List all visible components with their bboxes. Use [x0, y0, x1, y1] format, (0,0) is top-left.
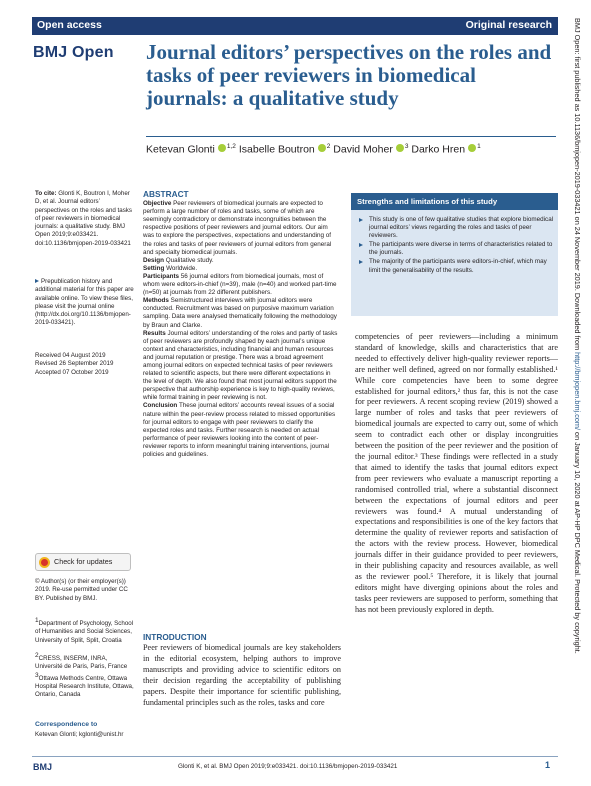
received-date: Received 04 August 2019 [35, 352, 106, 359]
prepub-text: Prepublication history and additional material for this paper are available online. To view these files, please visit the journal online (http://dx.doi.org/10.1136/bmjopen-2019-033421). [35, 278, 134, 327]
abstract-section: Conclusion These journal editors’ accounts reveal issues of a social nature within the peer-review process related to missed opportunities for journal editors to engage with peer reviewers to clarify the expected roles and tasks. Further research is needed on actual performance of peer reviewers looking into the content of peer-reviewer reports to inform meaningful training interventions, journal policies and guidelines. [143, 402, 336, 458]
abstract-section: Methods Semistructured interviews with journal editors were conducted. Recruitment was based on purposive maximum variation sampling. Data were analysed thematically following the methodology by Braun and Clarke. [143, 297, 337, 329]
check-updates-button[interactable] [35, 553, 131, 571]
affiliation-item: $^3$Ottawa Methods Centre, Ottawa Hospital Research Institute, Ottawa, Ontario, Canada [35, 671, 134, 699]
cite-text: Glonti K, Boutron I, Moher D, et al. Journal editors’ perspectives on the roles and tasks of peer reviewers in biomedical journals: a qualitative study. BMJ Open 2019;9:e033421. doi:10.1136/bmjopen-2019-033421 [35, 190, 132, 247]
affiliation-item: $^1$Department of Psychology, School of Humanities and Social Sciences, University of Split, Split, Croatia [35, 617, 134, 644]
check-updates-label: Check for updates [54, 557, 113, 566]
list-item: The majority of the participants were editors-in-chief, which may limit the generalisability of the results. [359, 258, 554, 274]
abstract-section: Results Journal editors’ understanding of the roles and partly of tasks of peer reviewers are profoundly shaped by each journal’s unique context and characteristics, including financial and human resources and journal reputation or prestige. There was a broad agreement among journal editors on expected technical tasks of peer reviewers related to scientific aspects, but there were different expectations in the level of depth. We also found that most journal editors support the perspective that authorship experience is key to high-quality reviews, while formal training in peer reviewing is not. [143, 329, 338, 402]
author-name: Ketevan Glonti [146, 143, 215, 156]
journal-brand: BMJ Open [33, 44, 114, 61]
cite-label: To cite: [35, 190, 57, 197]
arrow-bullet-icon [359, 260, 363, 264]
citation-block [35, 190, 135, 248]
vertical-download-note: BMJ Open: first published as 10.1136/bmjopen-2019-033421 on 24 November 2019. Downloaded from http://bmjopen.bmj.com/ on January 10, 2020 at AP-HP DPC Medical. Protected by copyright. [573, 18, 582, 654]
article-title: Journal editors’ perspectives on the roles and tasks of peer reviewers in biomedical journals: a qualitative study [146, 40, 552, 110]
list-item: The participants were diverse in terms of characteristics related to the journals. [359, 241, 554, 257]
revised-date: Revised 26 September 2019 [35, 360, 114, 368]
orcid-icon[interactable] [396, 144, 404, 152]
copyright-note: © Author(s) (or their employer(s)) 2019. Re-use permitted under CC BY. Published by BMJ. [35, 578, 128, 602]
author-affil-sup: 1 [477, 143, 481, 150]
crossmark-icon [39, 557, 50, 568]
title-divider [146, 136, 556, 137]
accepted-date: Accepted 07 October 2019 [35, 368, 109, 376]
arrow-bullet-icon [359, 243, 363, 247]
orcid-icon[interactable] [468, 144, 476, 152]
page-number: 1 [545, 760, 551, 770]
footer-citation: Glonti K, et al. BMJ Open 2019;9:e033421. doi:10.1136/bmjopen-2019-033421 [178, 763, 398, 770]
abstract-section: Setting Worldwide. [143, 264, 198, 272]
arrow-bullet-icon [35, 279, 39, 283]
author-affil-sup: 2 [326, 143, 331, 150]
arrow-bullet-icon [359, 218, 363, 222]
author-list [146, 143, 566, 156]
footer-brand: BMJ [33, 762, 53, 772]
journal-link[interactable]: http://bmjopen.bmj.com/ [573, 352, 582, 430]
open-access-label: Open access [37, 19, 102, 31]
author-name: Isabelle Boutron [238, 143, 315, 156]
correspondence-heading: Correspondence to [35, 721, 98, 728]
dates-block [35, 352, 135, 377]
affiliation-item: $^2$CRESS, INSERM, INRA, Université de Paris, Paris, France [35, 651, 128, 671]
abstract-heading: ABSTRACT [143, 189, 189, 199]
strengths-limitations-box [351, 193, 558, 316]
abstract [143, 190, 340, 459]
body-text-column: competencies of peer reviewers—including a minimum standard of knowledge, skills and characteristics that are needed to effectively deliver high-quality reviewer reports—are neither well defined, agreed on nor formally established.¹ While core competencies have been to some degree established for journal editors,² thus far, this is not the case for peer reviewers. A recent scoping review (2019) showed a large number of roles and tasks that peer reviewers of biomedical journals are expected to carry out, some of which seem to contradict each other or display incongruities between the position of the peer reviewer and the position of the journal editor.³ These findings were reflected in a study that aimed to identify the tasks that journal editors expect from peer reviewers who evaluate a manuscript reporting a randomised controlled trial, where a substantial disconnect between the expectations of journal editors and peer reviewers was found.⁴ A mutual understanding of expectations and responsibilities is one of the key factors that determine the quality of reviewer reports and satisfaction of the actors with the review process. However, biomedical journals differ in their guidance provided to peer reviewers, in their publishing capacity and resources available, as well as the reviewer pool.⁵ Therefore, it is likely that journal editors might have diverging opinions about the roles and tasks peer reviewers are supposed to perform, something that has not been previously explored in depth. [355, 332, 558, 614]
correspondence-text: Ketevan Glonti; kglonti@unist.hr [35, 731, 124, 738]
affiliations-block [35, 617, 135, 700]
introduction-text: Peer reviewers of biomedical journals are key stakeholders in the editorial ecosystem, helping authors to improve manuscripts and providing advice to scientific editors on their decision regarding the acceptability of publishing papers. Despite their importance for scientific publishing, fundamental principles such as the roles, tasks and core [143, 643, 341, 707]
top-banner [32, 17, 558, 35]
orcid-icon[interactable] [318, 144, 326, 152]
box-heading: Strengths and limitations of this study [351, 193, 558, 210]
section-label: Original research [465, 19, 552, 31]
list-item: This study is one of few qualitative studies that explore biomedical journal editors’ views regarding the roles and tasks of peer reviewers. [359, 216, 554, 240]
orcid-icon[interactable] [218, 144, 226, 152]
author-name: David Moher [333, 143, 393, 156]
author-name: Darko Hren [411, 143, 466, 156]
box-list [359, 216, 554, 276]
abstract-section: Participants 56 journal editors from biomedical journals, most of whom were editors-in-chief (n=39), male (n=40) and worked part-time (n=50) at journals from 22 different publishers. [143, 272, 337, 297]
prepub-note [35, 278, 135, 328]
abstract-section: Objective Peer reviewers of biomedical journals are expected to perform a large number of roles and tasks, some of which are seemingly contradictory or demonstrate incongruities between the respective positions of peer reviewers and journal editors. Our aim was to explore the perspectives, expectations and understanding of the roles and tasks of peer reviewers of journal editors from general and specialty biomedical journals. [143, 200, 332, 256]
abstract-section: Design Qualitative study. [143, 256, 214, 264]
introduction-heading: INTRODUCTION [143, 632, 207, 642]
author-affil-sup: 3 [404, 143, 409, 150]
footer-divider [32, 756, 558, 757]
author-affil-sup: 1,2 [226, 143, 236, 150]
